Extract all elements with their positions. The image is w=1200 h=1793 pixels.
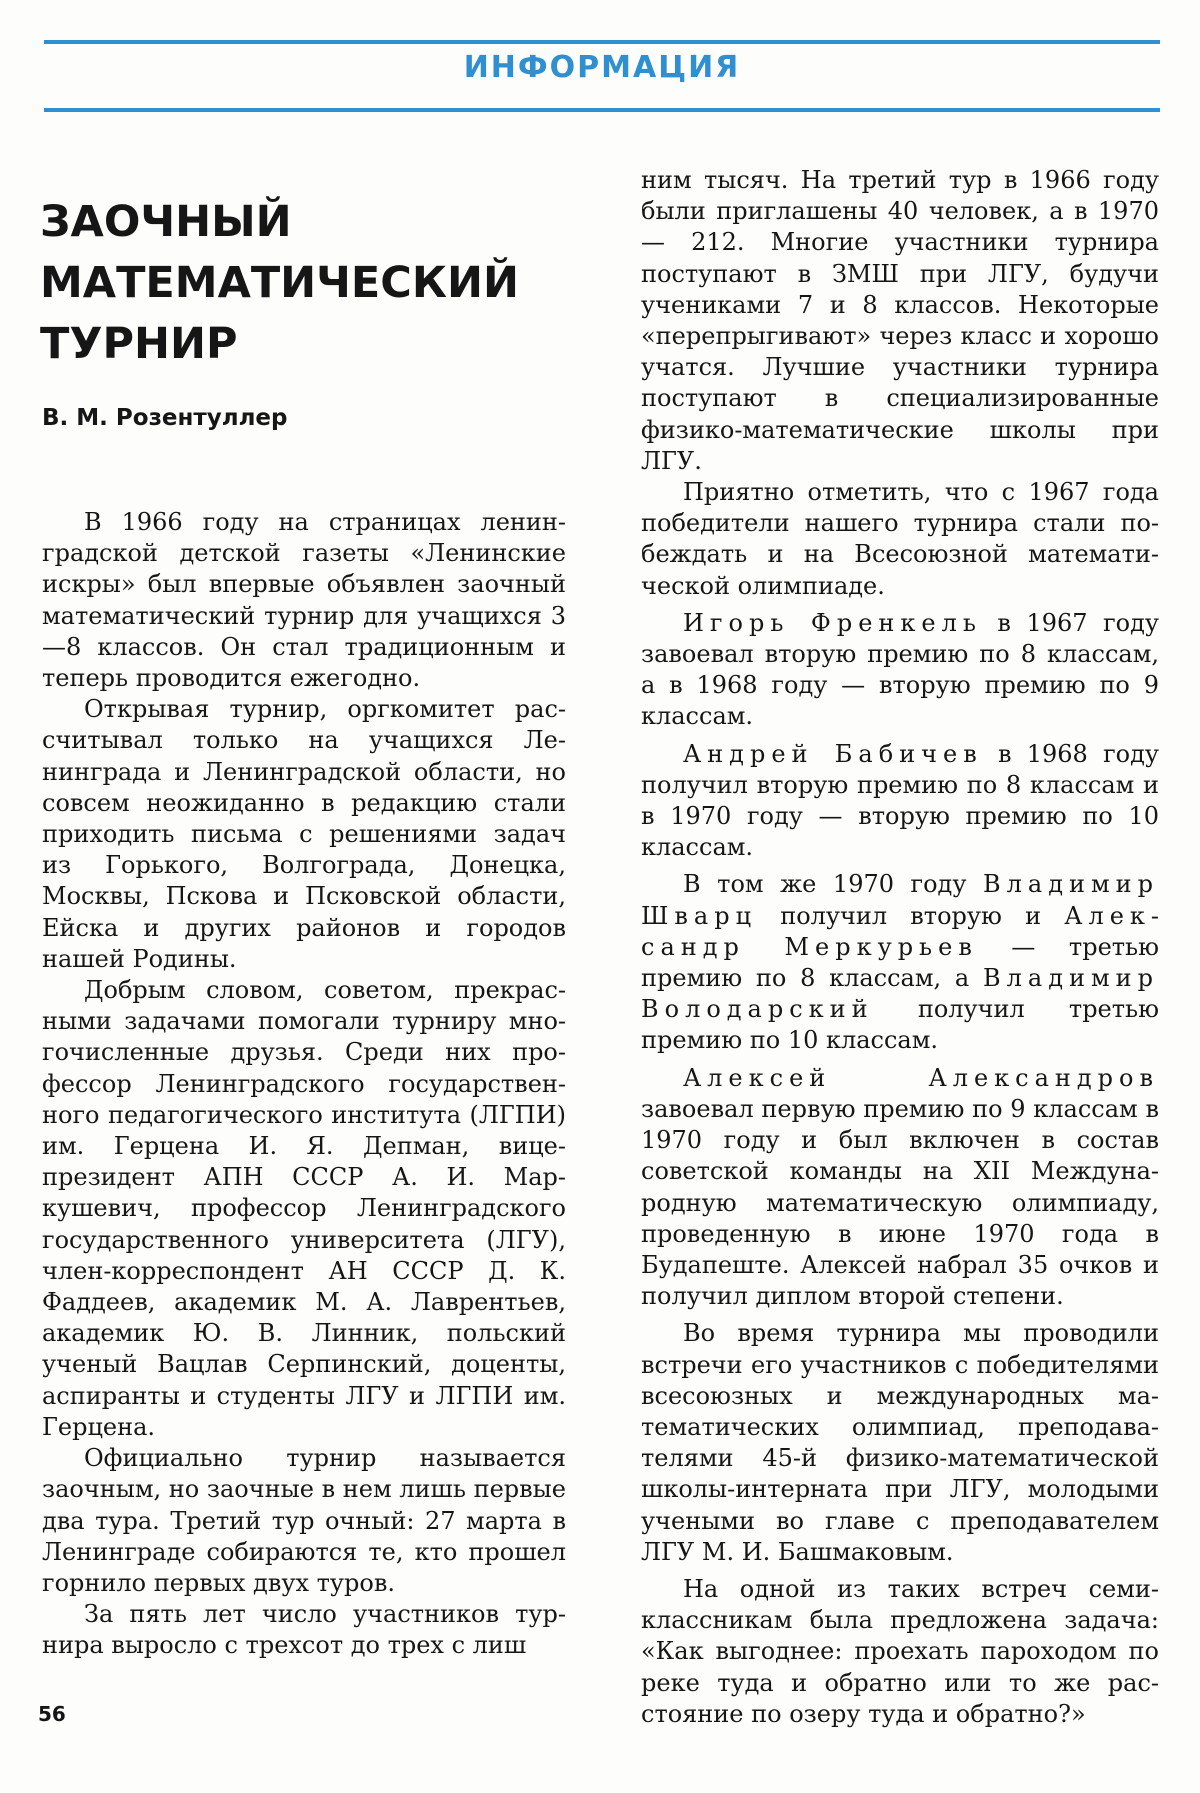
paragraph: Открывая турнир, оргкомитет рассчитывал только на учащихся Ленинграда и Ленинградской области, но совсем неожиданно в редакцию стали приходить письма с решениями задач из Горького, Волгограда, Донецка, Москвы, Пскова и Псковской области, Ейска и других районов и городов нашей Родины. — [42, 695, 566, 973]
paragraph-text: в 1968 году получил вторую премию по 8 классам и в 1970 году — вторую премию по 10 классам. — [641, 739, 1159, 862]
paragraph-text: в 1967 году завоевал вторую премию по 8 классам, а в 1968 году — вторую премию по 9 классам. — [641, 608, 1159, 731]
section-header: ИНФОРМАЦИЯ — [463, 50, 741, 85]
paragraph-text: получил третью премию по 10 классам. — [641, 995, 1159, 1055]
title-line: ТУРНИР — [40, 319, 238, 369]
person-name: Игорь Френкель — [683, 608, 982, 637]
article-title — [40, 192, 600, 375]
header-rule-top — [44, 40, 1160, 44]
paragraph-aleksandrov — [641, 1063, 1159, 1313]
paragraph: Во время турнира мы проводили встречи его участников с победителями всесоюзных и международных математических олимпиад, преподавателями 45-й физико-математической школы-интерната при ЛГУ, молодыми учеными во главе с преподавателем ЛГУ М. И. Башмаковым. — [641, 1319, 1159, 1566]
paragraph-frenkel — [641, 608, 1159, 733]
paragraph: В 1966 году на страницах ленинградской детской газеты «Ленинские искры» был впервые объявлен заочный математический турнир для учащихся 3—8 классов. Он стал традиционным и теперь проводится ежегодно. — [42, 508, 566, 693]
paragraph: ним тысяч. На третий тур в 1966 году были приглашены 40 человек, а в 1970 — 212. Многие участники турнира поступают в ЗМШ при ЛГУ, будучи учениками 7 и 8 классов. Некоторые «перепрыгивают» через класс и хорошо учатся. Лучшие участники турнира поступают в специализированные физико-математические школы при ЛГУ. — [641, 166, 1159, 475]
article-author: В. М. Розентуллер — [42, 405, 288, 431]
title-line: ЗАОЧНЫЙ — [40, 197, 292, 247]
paragraph-text: В том же 1970 году — [683, 870, 983, 899]
right-column — [641, 165, 1159, 1730]
paragraph: Официально турнир называется заочным, но заочные в нем лишь первые два тура. Третий тур очный: 27 марта в Ленинграде собираются те, кто прошел горнило первых двух туров. — [42, 1444, 566, 1597]
page-number: 56 — [38, 1702, 66, 1726]
left-column — [42, 507, 566, 1662]
header-rule-bottom — [44, 108, 1160, 112]
person-name: Александр Меркурьев — [641, 901, 1159, 961]
paragraph-1970-winners — [641, 869, 1159, 1056]
person-name: Алексей Александров — [683, 1063, 1159, 1092]
person-name: Владимир Шварц — [641, 870, 1159, 930]
paragraph: Добрым словом, советом, прекрасными задачами помогали турниру многочисленные друзья. Среди них профессор Ленинградского государственного педагогического института (ЛГПИ) им. Герцена И. Я. Депман, вице-президент АПН СССР А. И. Маркушевич, профессор Ленинградского государственного университета (ЛГУ), член-корреспондент АН СССР Д. К. Фаддеев, академик М. А. Лаврентьев, академик Ю. В. Линник, польский ученый Вацлав Серпинский, доценты, аспиранты и студенты ЛГУ и ЛГПИ им. Герцена. — [42, 976, 566, 1441]
paragraph-text: получил вторую и — [757, 901, 1065, 930]
title-line: МАТЕМАТИЧЕСКИЙ — [40, 258, 519, 308]
person-name: Андрей Бабичев — [683, 739, 983, 768]
paragraph-babichev — [641, 739, 1159, 864]
person-name: Владимир Володарский — [641, 964, 1159, 1024]
paragraph-text: — третью премию по 8 классам, а — [641, 932, 1160, 993]
paragraph: На одной из таких встреч семиклассникам была предложена задача: «Как выгоднее: проехать пароходом по реке туда и обратно или то же расстояние по озеру туда и обратно?» — [641, 1574, 1159, 1728]
paragraph: Приятно отметить, что с 1967 года победители нашего турнира стали побеждать и на Всесоюзной математической олимпиаде. — [641, 478, 1159, 600]
paragraph: За пять лет число участников турнира выросло с трехсот до трех с лиш — [42, 1600, 566, 1660]
paragraph-text: завоевал первую премию по 9 классам в 1970 году и был включен в состав советской команды на XII Международную математическую олимпиаду, проведенную в июне 1970 года в Будапеште. Алексей набрал 35 очков и получил диплом второй степени. — [641, 1094, 1159, 1311]
